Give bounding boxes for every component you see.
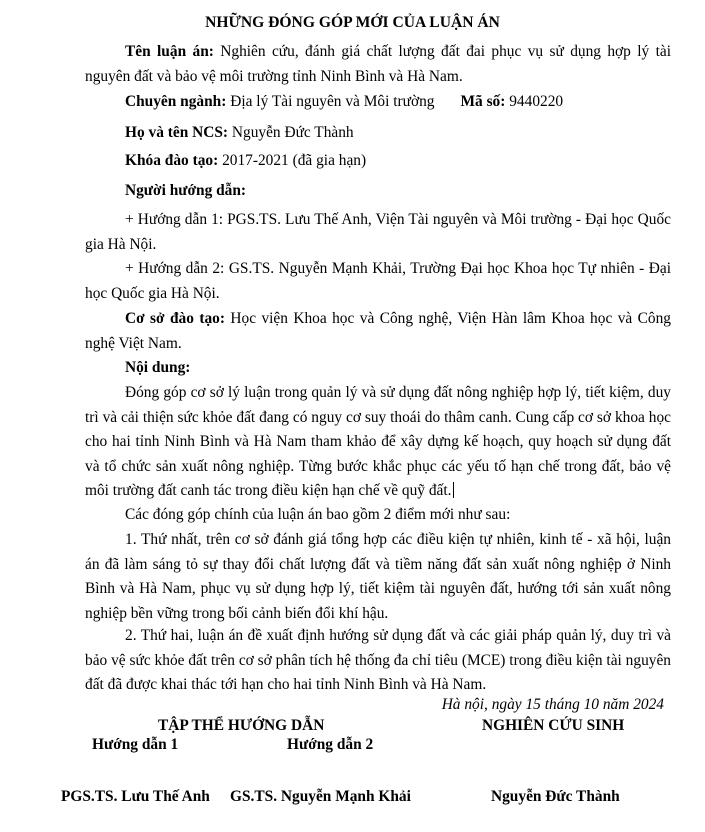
content-label: Nội dung:	[125, 359, 191, 376]
student-signature-heading: NGHIÊN CỨU SINH	[482, 717, 625, 734]
student-signed-name: Nguyễn Đức Thành	[491, 788, 620, 805]
contributions-intro: Các đóng góp chính của luận án bao gồm 2 điểm mới như sau:	[125, 506, 511, 523]
student-name-row	[85, 121, 671, 146]
advisor-2-signed-name: GS.TS. Nguyễn Mạnh Khải	[230, 788, 411, 805]
major-row	[85, 90, 671, 115]
course-value: 2017-2021 (đã gia hạn)	[218, 152, 367, 169]
institution-value: Học viện Khoa học và Công nghệ, Viện Hàn lâm Khoa học và Công nghệ Việt Nam.	[85, 310, 671, 352]
thesis-title-row	[85, 40, 671, 89]
student-name-value: Nguyễn Đức Thành	[228, 124, 354, 141]
thesis-value: Nghiên cứu, đánh giá chất lượng đất đai phục vụ sử dụng hợp lý tài nguyên đất và bảo vệ môi trường tỉnh Ninh Bình và Hà Nam.	[85, 43, 671, 85]
advisor-2-row: + Hướng dẫn 2: GS.TS. Nguyễn Mạnh Khải, Trường Đại học Khoa học Tự nhiên - Đại học Quốc gia Hà Nội.	[85, 260, 671, 302]
content-heading-row	[85, 356, 671, 381]
major-value: Địa lý Tài nguyên và Môi trường	[226, 93, 435, 110]
advisors-label: Người hướng dẫn:	[125, 182, 247, 199]
major-label: Chuyên ngành:	[125, 93, 227, 110]
advisor-1-row: + Hướng dẫn 1: PGS.TS. Lưu Thế Anh, Viện Tài nguyên và Môi trường - Đại học Quốc gia Hà Nội.	[85, 211, 671, 253]
advisor-1-signature-label: Hướng dẫn 1	[92, 736, 179, 753]
code-label: Mã số:	[460, 93, 506, 110]
advisor-2-signature-label: Hướng dẫn 2	[287, 736, 374, 753]
course-label: Khóa đào tạo:	[125, 152, 219, 169]
advisors-heading-row	[85, 179, 671, 204]
advisors-group-heading: TẬP THỂ HƯỚNG DẪN	[158, 717, 325, 734]
advisor-1-signed-name: PGS.TS. Lưu Thế Anh	[61, 788, 210, 805]
institution-row	[85, 307, 671, 356]
contribution-2: 2. Thứ hai, luận án đề xuất định hướng sử dụng đất và các giải pháp quản lý, duy trì và bảo vệ sức khỏe đất trên cơ sở phân tích hệ thống đa chỉ tiêu (MCE) trong điều kiện tài nguyên đất đã được khai thác tới hạn cho hai tỉnh Ninh Bình và Hà Nam.	[85, 627, 671, 693]
thesis-label: Tên luận án:	[125, 43, 214, 60]
course-row	[85, 149, 671, 174]
text-cursor	[453, 482, 454, 498]
content-text: Đóng góp cơ sở lý luận trong quản lý và sử dụng đất nông nghiệp hợp lý, tiết kiệm, duy trì và cải thiện sức khỏe đất đang có nguy cơ suy thoái do thâm canh. Cung cấp cơ sở khoa học cho hai tỉnh Ninh Bình và Hà Nam tham khảo để xây dựng kế hoạch, quy hoạch sử dụng đất và tổ chức sản xuất nông nghiệp. Từng bước khắc phục các yếu tố hạn chế trong đất, bảo vệ môi trường đất canh tác trong điều kiện hạn chế về quỹ đất.	[85, 384, 671, 499]
code-value: 9440220	[505, 93, 564, 110]
institution-label: Cơ sở đào tạo:	[125, 310, 225, 327]
document-title: NHỮNG ĐÓNG GÓP MỚI CỦA LUẬN ÁN	[205, 14, 500, 31]
contribution-1: 1. Thứ nhất, trên cơ sở đánh giá tổng hợp các điều kiện tự nhiên, kinh tế - xã hội, luận án đã làm sáng tỏ sự thay đổi chất lượng đất và tiềm năng đất sản xuất nông nghiệp ở Ninh Bình và Hà Nam, phục vụ sử dụng hợp lý, tiết kiệm tài nguyên đất, hướng tới sản xuất nông nghiệp bền vững trong bối cảnh biến đổi khí hậu.	[85, 531, 671, 622]
signing-date: Hà nội, ngày 15 tháng 10 năm 2024	[441, 696, 664, 713]
content-paragraph[interactable]	[85, 381, 671, 504]
student-name-label: Họ và tên NCS:	[125, 124, 229, 141]
